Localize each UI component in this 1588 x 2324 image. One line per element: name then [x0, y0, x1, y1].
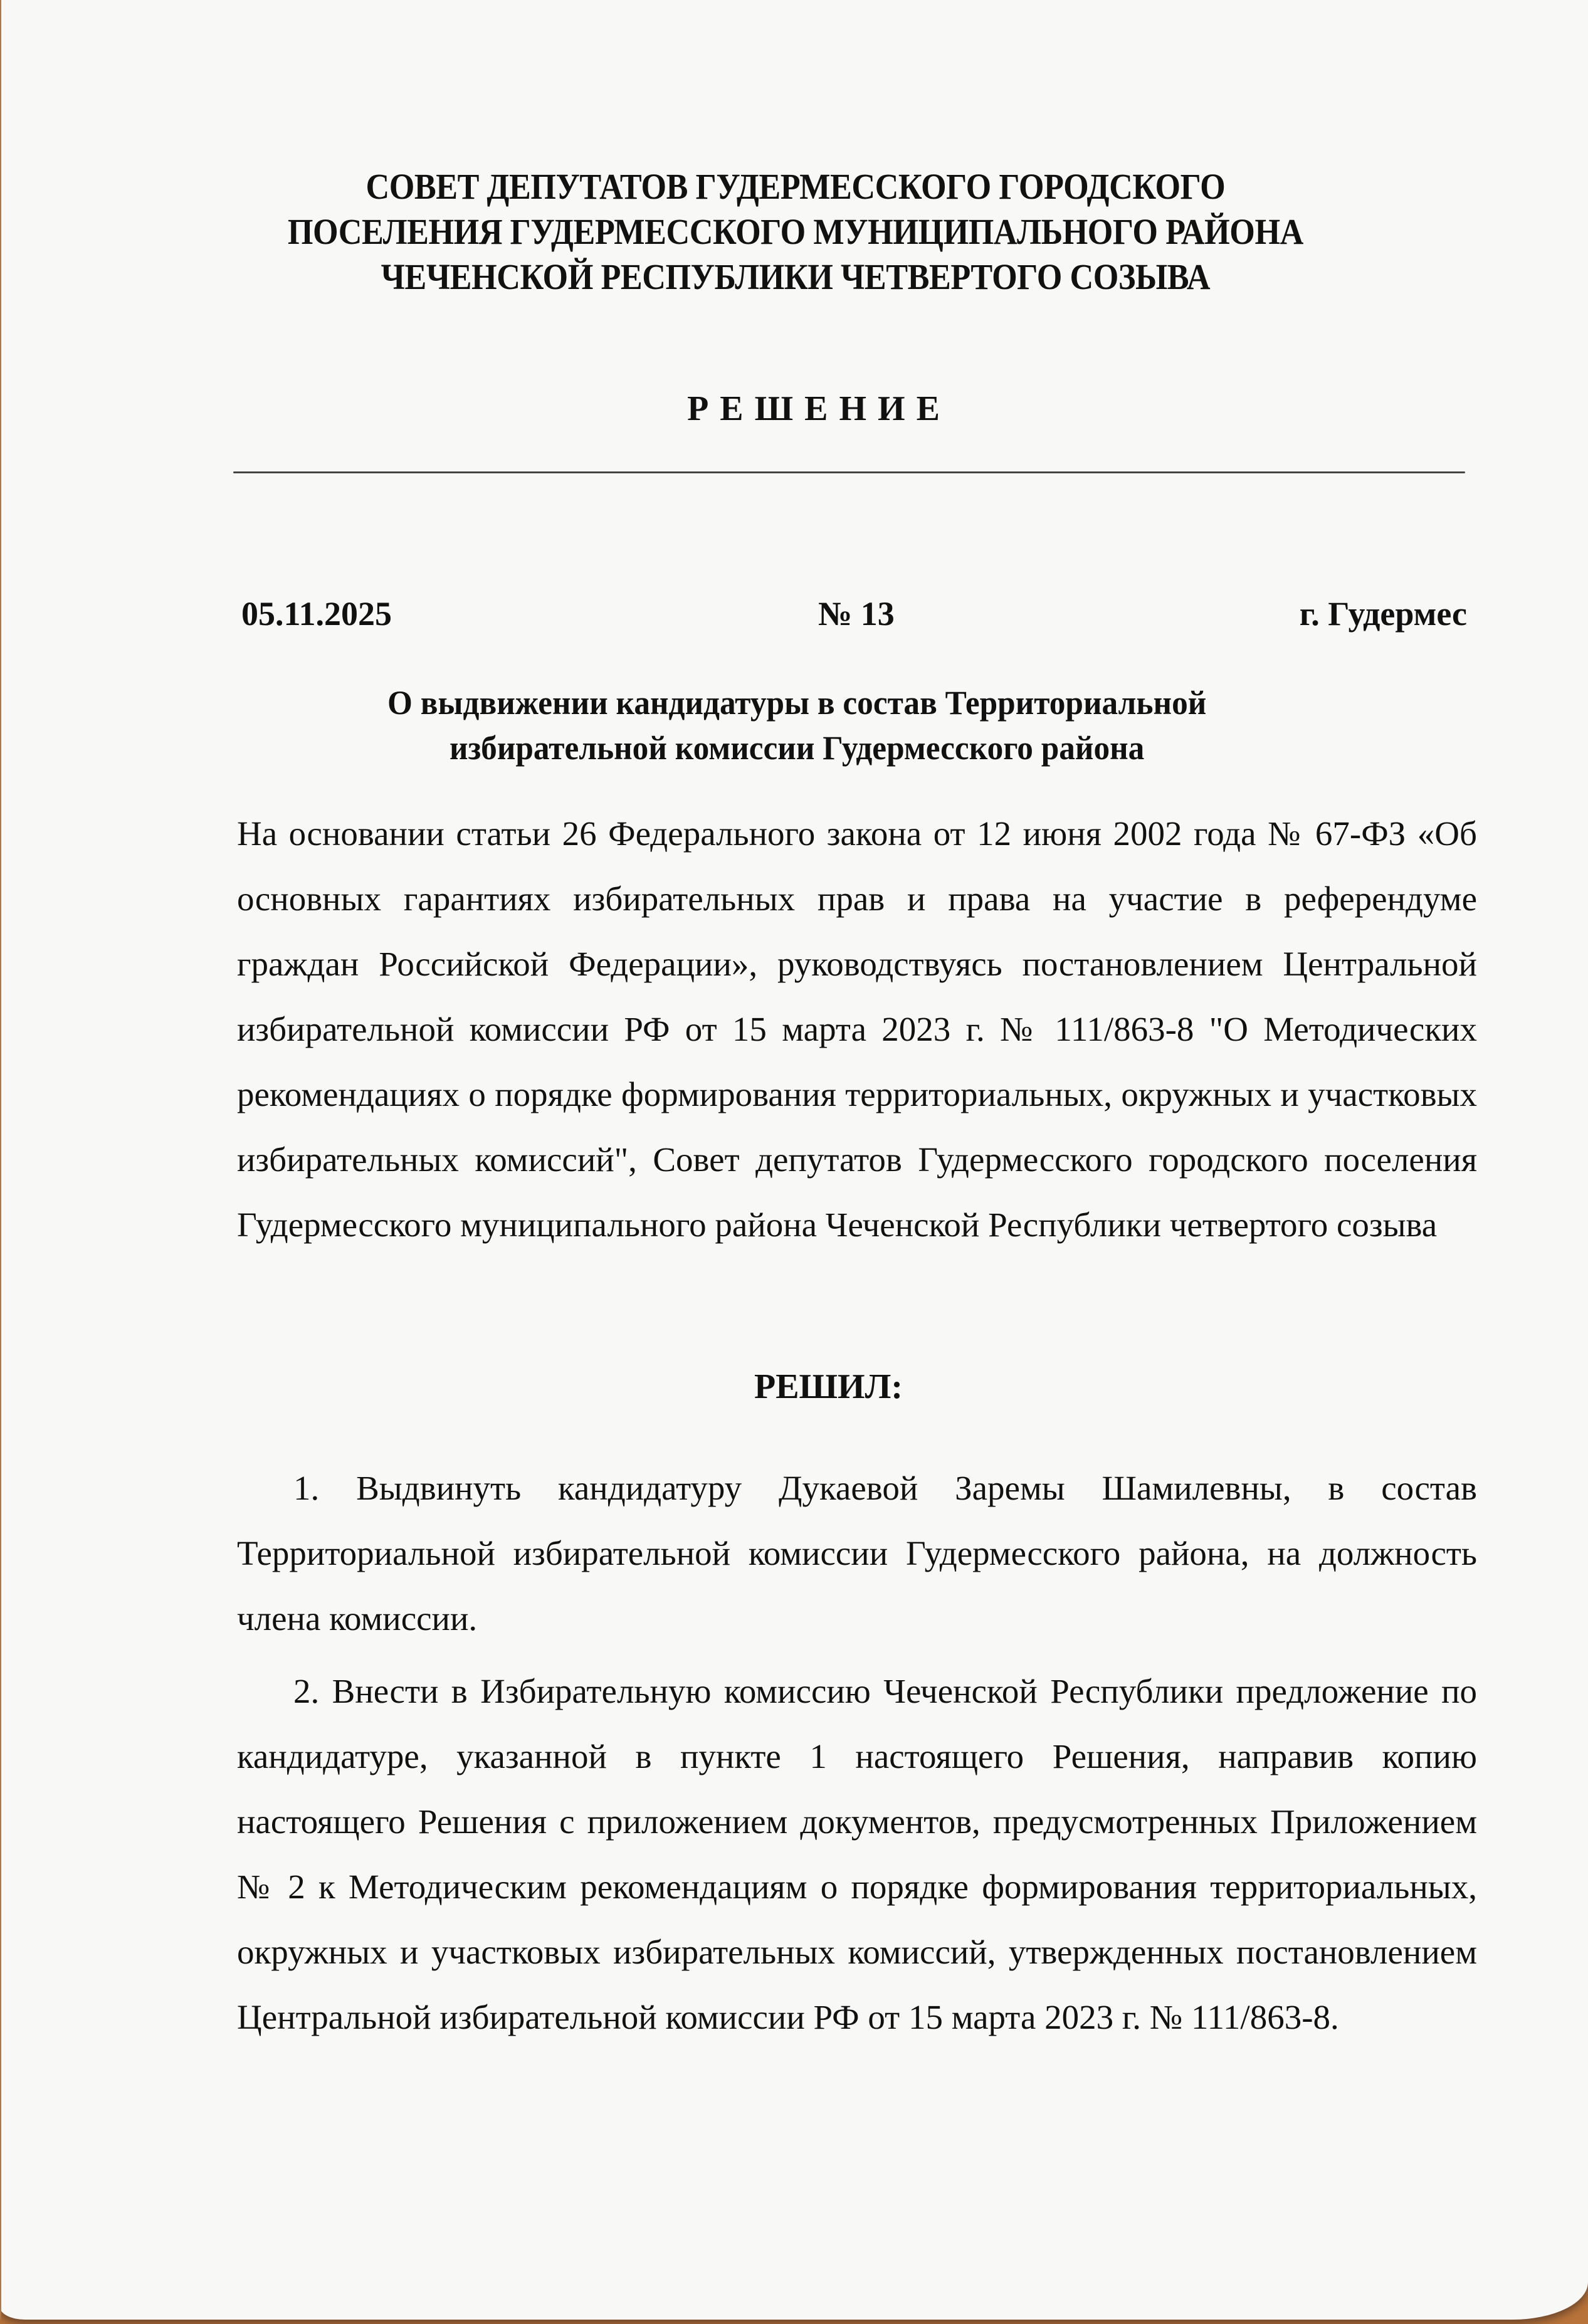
subject-line: О выдвижении кандидатуры в состав Территориальной — [387, 684, 1207, 722]
document-subject — [43, 680, 1551, 770]
item-text: Выдвинуть кандидатуру Дукаевой Заремы Шамилевны, в состав Территориальной избирательной комиссии Гудермесского района, на должность члена комиссии. — [237, 1469, 1478, 1638]
document-number: № 13 — [818, 595, 895, 633]
document-meta — [241, 594, 1467, 644]
resolution-item-1 — [237, 1456, 1477, 1651]
preamble-paragraph: На основании статьи 26 Федерального закона от 12 июня 2002 года № 67-ФЗ «Об основных гарантиях избирательных прав и права на участие в референдуме граждан Российской Федерации», руководствуясь постановлением Центральной избирательной комиссии РФ от 15 марта 2023 г. № 111/863-8 "О Методических рекомендациях о порядке формирования территориальных, окружных и участковых избирательных комиссий", Совет депутатов Гудермесского городского поселения Гудермесского муниципального района Чеченской Республики четвертого созыва — [237, 814, 1477, 1244]
issuer-header — [81, 164, 1510, 300]
page-edge — [0, 0, 1, 2320]
header-line: ЧЕЧЕНСКОЙ РЕСПУБЛИКИ ЧЕТВЕРТОГО СОЗЫВА — [381, 256, 1211, 297]
subject-line: избирательной комиссии Гудермесского района — [450, 729, 1145, 767]
header-divider — [233, 471, 1465, 473]
resolution-item-2 — [237, 1659, 1477, 2050]
item-number: 2. — [293, 1672, 320, 1710]
document-city: г. Гудермес — [1299, 595, 1467, 633]
header-line: ПОСЕЛЕНИЯ ГУДЕРМЕССКОГО МУНИЦИПАЛЬНОГО РАЙОНА — [287, 211, 1303, 252]
item-text: Внести в Избирательную комиссию Чеченской Республики предложение по кандидатуре, указанной в пункте 1 настоящего Решения, направив копию настоящего Решения с приложением документов, предусмотренных Приложением № 2 к Методическим рекомендациям о порядке формирования территориальных, окружных и участковых избирательных комиссий, утвержденных постановлением Центральной избирательной комиссии РФ от 15 марта 2023 г. № 111/863-8. — [237, 1672, 1477, 2036]
resolved-heading: РЕШИЛ: — [754, 1367, 903, 1406]
document-type-title: РЕШЕНИЕ — [687, 389, 951, 428]
item-number: 1. — [293, 1469, 320, 1507]
document-date: 05.11.2025 — [241, 595, 392, 633]
header-line: СОВЕТ ДЕПУТАТОВ ГУДЕРМЕССКОГО ГОРОДСКОГО — [365, 166, 1226, 207]
